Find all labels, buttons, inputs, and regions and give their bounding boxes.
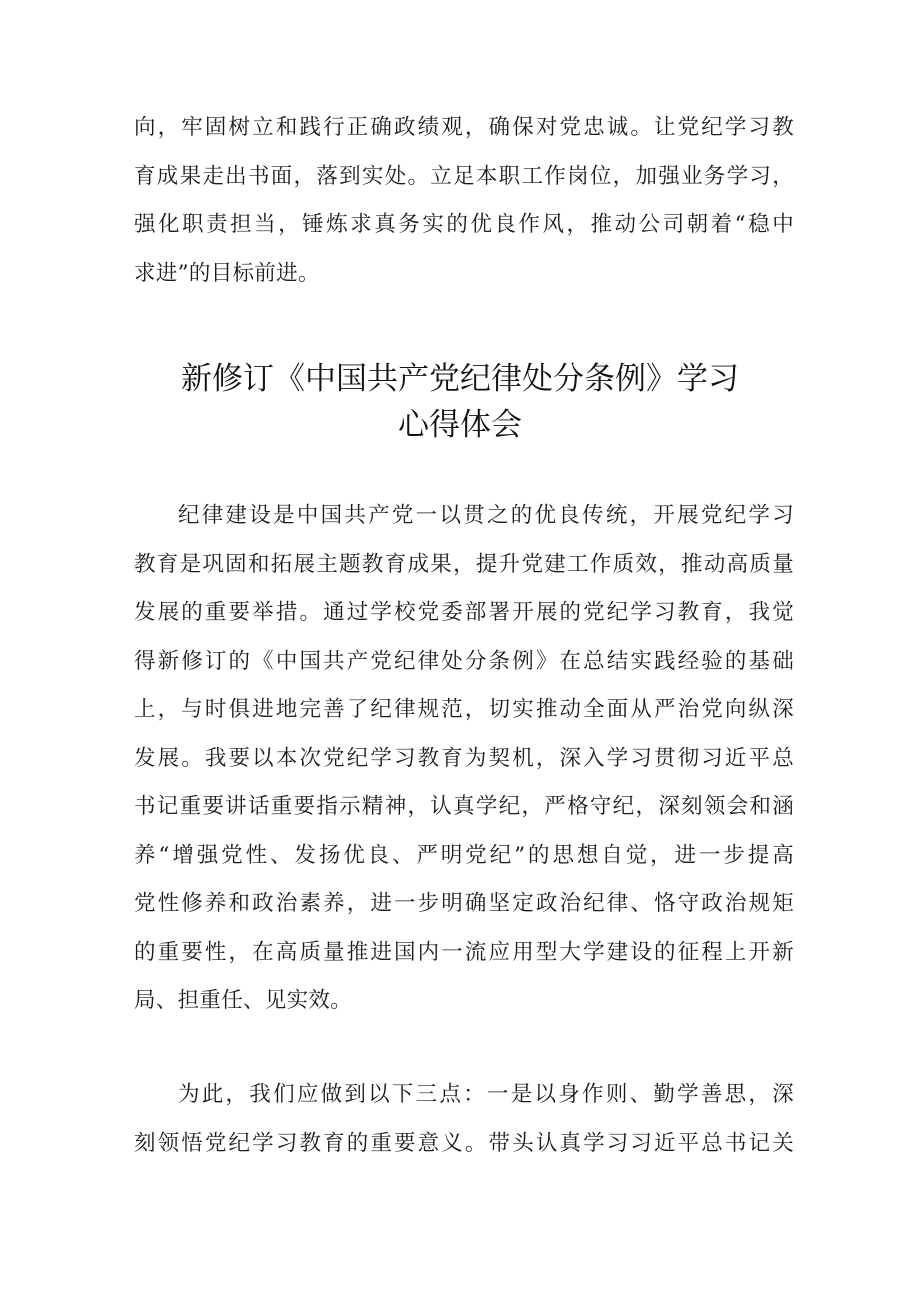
paragraph-line: 的重要性，在高质量推进国内一流应用型大学建设的征程上开新 <box>134 939 794 965</box>
paragraph-line: 局、担重任、见实效。 <box>134 988 353 1013</box>
article-title <box>0 356 920 448</box>
paragraph-line: 向，牢固树立和践行正确政绩观，确保对党忠诚。让党纪学习教 <box>134 115 794 140</box>
title-line-1: 新修订《中国共产党纪律处分条例》学习 <box>181 361 739 397</box>
next-paragraph <box>134 1071 794 1168</box>
paragraph-line: 强化职责担当，锤炼求真务实的优良作风，推动公司朝着“稳中 <box>134 212 794 237</box>
paragraph-line: 教育是巩固和拓展主题教育成果，提升党建工作质效，推动高质量 <box>134 551 794 577</box>
paragraph-line: 养“增强党性、发扬优良、严明党纪”的思想自觉，进一步提高 <box>134 842 794 868</box>
paragraph-line: 书记重要讲话重要指示精神，认真学纪，严格守纪，深刻领会和涵 <box>134 794 794 819</box>
paragraph-line: 刻领悟党纪学习教育的重要意义。带头认真学习习近平总书记关 <box>134 1130 794 1156</box>
main-paragraph <box>134 492 794 1026</box>
paragraph-line: 育成果走出书面，落到实处。立足本职工作岗位，加强业务学习， <box>134 163 794 189</box>
paragraph-line: 得新修订的《中国共产党纪律处分条例》在总结实践经验的基础 <box>134 648 794 674</box>
paragraph-line: 发展。我要以本次党纪学习教育为契机，深入学习贯彻习近平总 <box>134 745 794 771</box>
paragraph-line: 求进”的目标前进。 <box>134 260 320 286</box>
title-line-2: 心得体会 <box>398 407 522 443</box>
paragraph-line: 发展的重要举措。通过学校党委部署开展的党纪学习教育，我觉 <box>134 600 794 625</box>
continued-paragraph <box>134 104 794 298</box>
paragraph-line: 纪律建设是中国共产党一以贯之的优良传统，开展党纪学习 <box>178 503 794 528</box>
paragraph-line: 上，与时俱进地完善了纪律规范，切实推动全面从严治党向纵深 <box>134 697 794 722</box>
paragraph-line: 为此，我们应做到以下三点：一是以身作则、勤学善思，深 <box>178 1082 794 1107</box>
paragraph-line: 党性修养和政治素养，进一步明确坚定政治纪律、恪守政治规矩 <box>134 891 794 916</box>
